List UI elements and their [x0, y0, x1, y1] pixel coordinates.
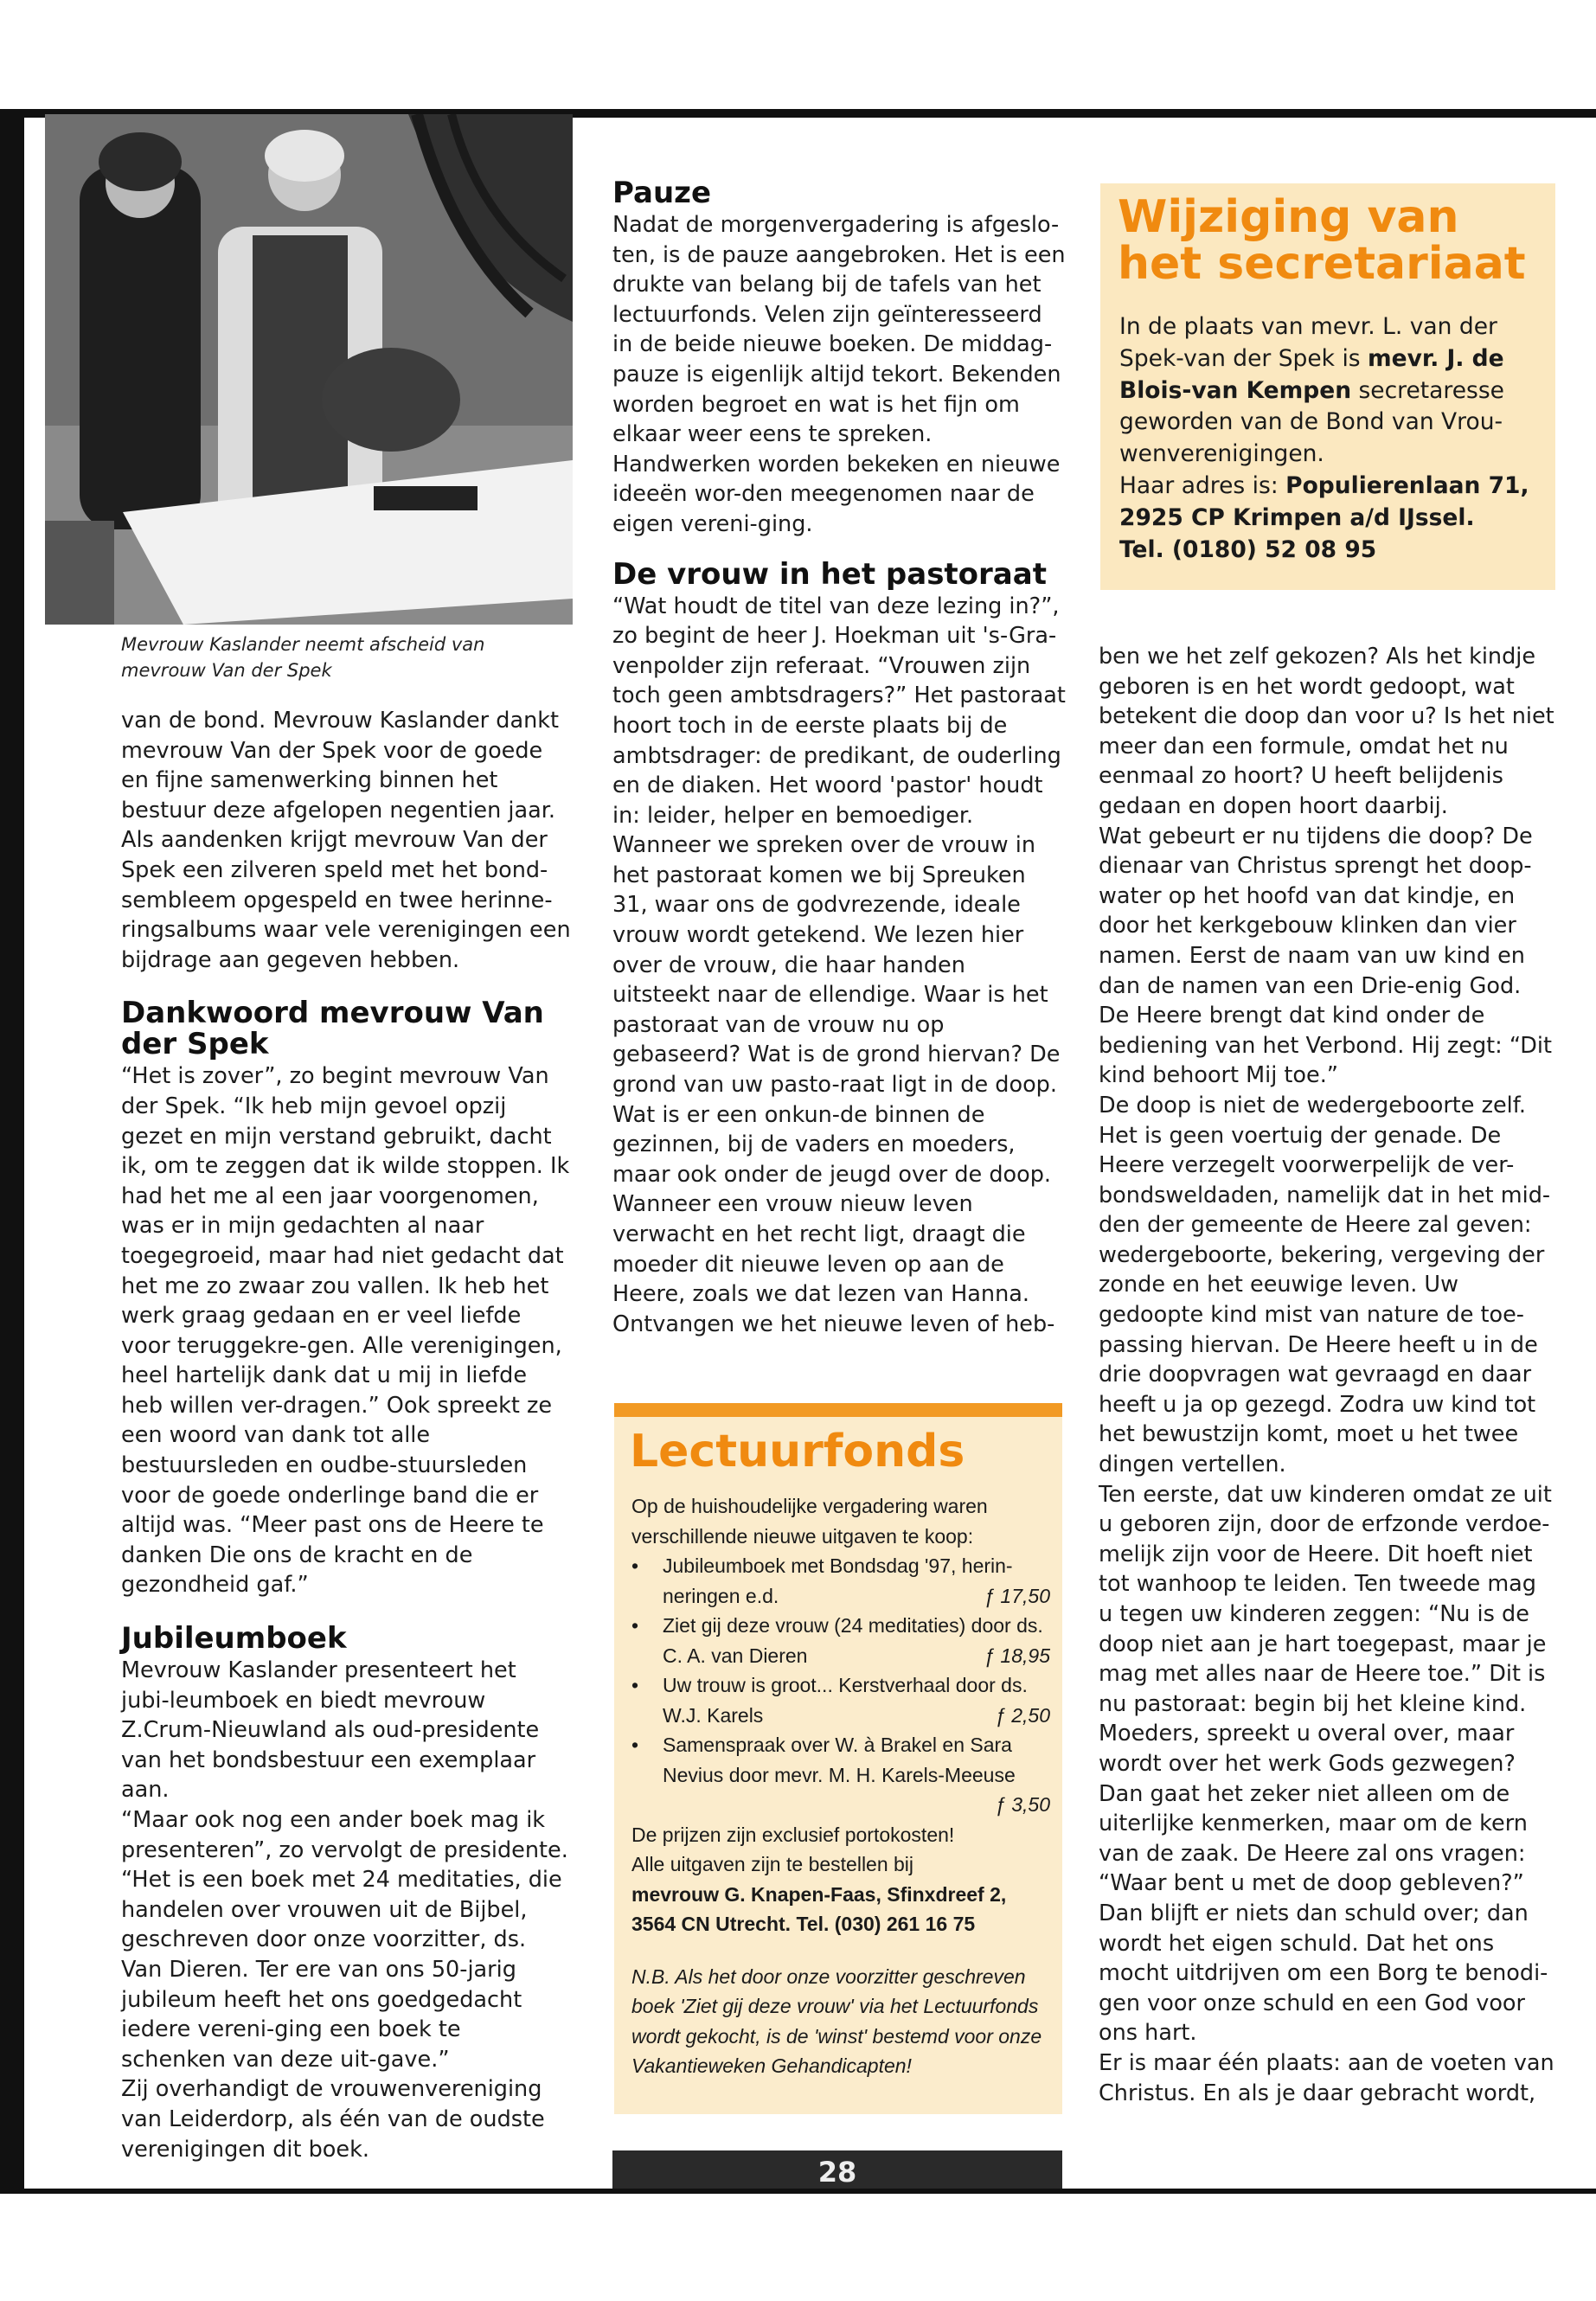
secretariaat-text-1: In de plaats van mevr. L. van der Spek-van der Spek is: [1119, 313, 1497, 372]
intro-paragraph: van de bond. Mevrouw Kaslander dankt mevrouw Van der Spek voor de goede en fijne samenwerking binnen het bestuur deze afgelopen negentien jaar. Als aandenken krijgt mevrouw Van der Spek een zilveren speld met het bond-sembleem opgespeld en twee herinne-ringsalbums waar vele verenigingen een bijdrage aan gegeven hebben.: [121, 708, 571, 973]
col3-paragraph-2: Wat gebeurt er nu tijdens die doop? De dienaar van Christus sprengt het doop-water op het hoofd van dat kindje, en door het kerkgebouw klinken dan vier namen. Eerst de naam van uw kind en dan de namen van een Drie-enig God. De Heere brengt dat kind onder de bediening van het Verbond. Hij zegt: “Dit kind behoort Mij toe.”: [1099, 823, 1553, 1089]
item-text: Samenspraak over W. à Brakel en Sara Nevius door mevr. M. H. Karels-Meeuse: [663, 1734, 1016, 1786]
list-item: [631, 1670, 1050, 1730]
nb-note: N.B. Als het door onze voorzitter geschreven boek 'Ziet gij deze vrouw' via het Lectuurfonds wordt gekocht, is de 'winst' bestemd voor onze Vakantieweken Gehandicapten!: [631, 1965, 1042, 2077]
jubileumboek-paragraph-2: “Maar ook nog een ander boek mag ik presenteren”, zo vervolgt de presidente. “Het is een boek met 24 meditaties, die handelen over vrouwen uit de Bijbel, geschreven door onze voorzitter, ds. Van Dieren. Ter ere van ons 50-jarig jubileum heeft het ons goedgedacht iedere vereni-ging een boek te schenken van deze uit-gave.”: [121, 1807, 568, 2073]
list-item: [631, 1730, 1050, 1820]
bullet-icon: •: [631, 1614, 639, 1637]
col3-paragraph-4: Ten eerste, dat uw kinderen omdat ze uit u geboren zijn, door de erfzonde verdoe-melijk zijn voor de Heere. Dit hoeft niet tot wanhoop te leiden. Ten tweede mag u tegen uw kinderen zeggen: “Nu is de doop niet aan je hart toegepast, maar je mag met alles naar de Heere toe.” Dit is nu pastoraat: begin bij het kleine kind. Moeders, spreekt u overal over, maar wordt over het werk Gods gezwegen? Dan gaat het zeker niet alleen om de uiterlijke kenmerken, maar om de kern van de zaak. De Heere zal ons vragen: “Waar bent u met de doop gebleven?” Dan blijft er niets dan schuld over; dan wordt het eigen schuld. Dat het ons mocht uitdrijven om een Borg te benodi-gen voor onze schuld en een God voor ons hart.: [1099, 1481, 1552, 2047]
order-contact: mevrouw G. Knapen-Faas, Sfinxdreef 2, 3564 CN Utrecht. Tel. (030) 261 16 75: [631, 1882, 1007, 1935]
column-1: [121, 706, 571, 2164]
pastoraat-paragraph: “Wat houdt de titel van deze lezing in?”, zo begint de heer J. Hoekman uit 's-Gra-venpolder zijn referaat. “Vrouwen zijn toch geen ambtsdragers?” Het pastoraat hoort toch in de eerste plaats bij de ambtsdrager: de predikant, de ouderling en de diaken. Het woord 'pastor' houdt in: leider, helper en bemoediger. Wanneer we spreken over de vrouw in het pastoraat komen we bij Spreuken 31, waar ons de godvrezende, ideale vrouw wordt getekend. We lezen hier over de vrouw, die haar handen uitsteekt naar de ellendige. Waar is het pastoraat van de vrouw nu op gebaseerd? Wat is de grond hiervan? De grond van uw pasto-raat ligt in de doop. Wat is er een onkun-de binnen de gezinnen, bij de vaders en moeders, maar ook onder de jeugd over de doop. Wanneer een vrouw nieuw leven verwacht en het recht ligt, draagt die moeder dit nieuwe leven op aan de Heere, zoals we dat lezen van Hanna. Ontvangen we het nieuwe leven of heb-: [612, 593, 1066, 1337]
secretariaat-text-2: secretaresse geworden van de Bond van Vrou-wenverenigingen.: [1119, 376, 1504, 468]
heading-dankwoord: Dankwoord mevrouw Van der Spek: [121, 996, 544, 1062]
lectuurfonds-bar: [614, 1403, 1062, 1417]
note-order: Alle uitgaven zijn te bestellen bij: [631, 1853, 914, 1875]
item-price: ƒ 17,50: [984, 1584, 1050, 1607]
lectuurfonds-intro: Op de huishoudelijke vergadering waren verschillende nieuwe uitgaven te koop:: [631, 1495, 988, 1548]
page-number: 28: [817, 2156, 857, 2189]
item-price: ƒ 18,95: [984, 1644, 1050, 1667]
col3-paragraph-1: ben we het zelf gekozen? Als het kindje geboren is en het wordt gedoopt, wat betekent die doop dan voor u? Is het niet meer dan een formule, omdat het nu eenmaal zo hoort? U heeft belijdenis gedaan en dopen hoort daarbij.: [1099, 644, 1554, 819]
item-price: ƒ 3,50: [995, 1793, 1050, 1816]
address-label: Haar adres is:: [1119, 471, 1286, 499]
left-edge-bar: [0, 109, 24, 2194]
jubileumboek-paragraph-1: Mevrouw Kaslander presenteert het jubi-leumboek en biedt mevrouw Z.Crum-Nieuwland als oud-presidente van het bondsbestuur een exemplaar aan.: [121, 1657, 540, 1804]
dankwoord-paragraph: “Het is zover”, zo begint mevrouw Van der Spek. “Ik heb mijn gevoel opzij gezet en mijn verstand gebruikt, dacht ik, om te zeggen dat ik wilde stoppen. Ik had het me al een jaar voorgenomen, was er in mijn gedachten al naar toegegroeid, maar had niet gedacht dat het me zo zwaar zou vallen. Ik heb het werk graag gedaan en er veel liefde voor teruggekre-gen. Alle verenigingen, heel hartelijk dank dat u mij in liefde heb willen ver-dragen.” Ook spreekt ze een woord van dank tot alle bestuursleden en oudbe-stuursleden voor de goede onderlinge band die er altijd was. “Meer past ons de Heere te danken Die ons de kracht en de gezondheid gaf.”: [121, 1063, 570, 1599]
heading-pauze: Pauze: [612, 176, 712, 210]
column-3: [1099, 642, 1557, 2108]
photo-caption: Mevrouw Kaslander neemt afscheid van mevrouw Van der Spek: [121, 634, 485, 681]
page-number-bar: [612, 2150, 1062, 2189]
bullet-icon: •: [631, 1674, 639, 1696]
item-text: Ziet gij deze vrouw (24 meditaties) door ds. C. A. van Dieren: [663, 1614, 1043, 1667]
secretariaat-name: mevr. J. de Blois-van Kempen: [1119, 344, 1504, 404]
address: Populierenlaan 71, 2925 CP Krimpen a/d IJssel.: [1119, 471, 1529, 531]
photo: [45, 114, 573, 625]
item-text: Jubileumboek met Bondsdag '97, herin-neringen e.d.: [663, 1554, 1013, 1607]
lectuurfonds-box: [614, 1403, 1062, 2114]
list-item: [631, 1611, 1050, 1670]
col3-paragraph-5: Er is maar één plaats: aan de voeten van Christus. En als je daar gebracht wordt,: [1099, 2049, 1554, 2106]
lectuurfonds-body: [631, 1491, 1050, 2081]
column-2: [612, 177, 1067, 1339]
bullet-icon: •: [631, 1554, 639, 1577]
secretariaat-box: [1100, 183, 1555, 590]
item-price: ƒ 2,50: [995, 1703, 1050, 1727]
lectuurfonds-title: Lectuurfonds: [630, 1426, 965, 1477]
photo-illustration: [45, 114, 573, 625]
lectuurfonds-list: [631, 1551, 1050, 1820]
bottom-rule: [0, 2189, 1596, 2194]
heading-jubileumboek: Jubileumboek: [121, 1621, 347, 1657]
pauze-paragraph: Nadat de morgenvergadering is afgeslo-ten, is de pauze aangebroken. Het is een drukte van belang bij de tafels van het lectuurfonds. Velen zijn geïnteresseerd in de beide nieuwe boeken. De middag-pauze is eigenlijk altijd tekort. Bekenden worden begroet en wat is het fijn om elkaar weer eens te spreken. Handwerken worden bekeken en nieuwe ideeën wor-den meegenomen naar de eigen vereni-ging.: [612, 212, 1066, 537]
bullet-icon: •: [631, 1734, 639, 1756]
note-prices: De prijzen zijn exclusief portokosten!: [631, 1823, 955, 1846]
secretariaat-title: Wijziging van het secretariaat: [1118, 191, 1526, 290]
jubileumboek-paragraph-3: Zij overhandigt de vrouwenvereniging van Leiderdorp, als één van de oudste verenigingen dit boek.: [121, 2076, 545, 2163]
phone: Tel. (0180) 52 08 95: [1119, 535, 1377, 563]
heading-pastoraat: De vrouw in het pastoraat: [612, 556, 1047, 592]
secretariaat-body: [1119, 311, 1548, 566]
list-item: [631, 1551, 1050, 1611]
item-text: Uw trouw is groot... Kerstverhaal door ds. W.J. Karels: [663, 1674, 1028, 1727]
col3-paragraph-3: De doop is niet de wedergeboorte zelf. Het is geen voertuig der genade. De Heere verzegelt voorwerpelijk de ver-bondsweldaden, namelijk dat in het mid-den der gemeente de Heere zal geven: wedergeboorte, bekering, vergeving der zonde en het eeuwige leven. Uw gedoopte kind mist van nature de toe-passing hiervan. De Heere heeft u in de drie doopvragen wat gevraagd en daar heeft u ja op gezegd. Zodra uw kind tot het bewustzijn komt, moet u het twee dingen vertellen.: [1099, 1092, 1551, 1478]
